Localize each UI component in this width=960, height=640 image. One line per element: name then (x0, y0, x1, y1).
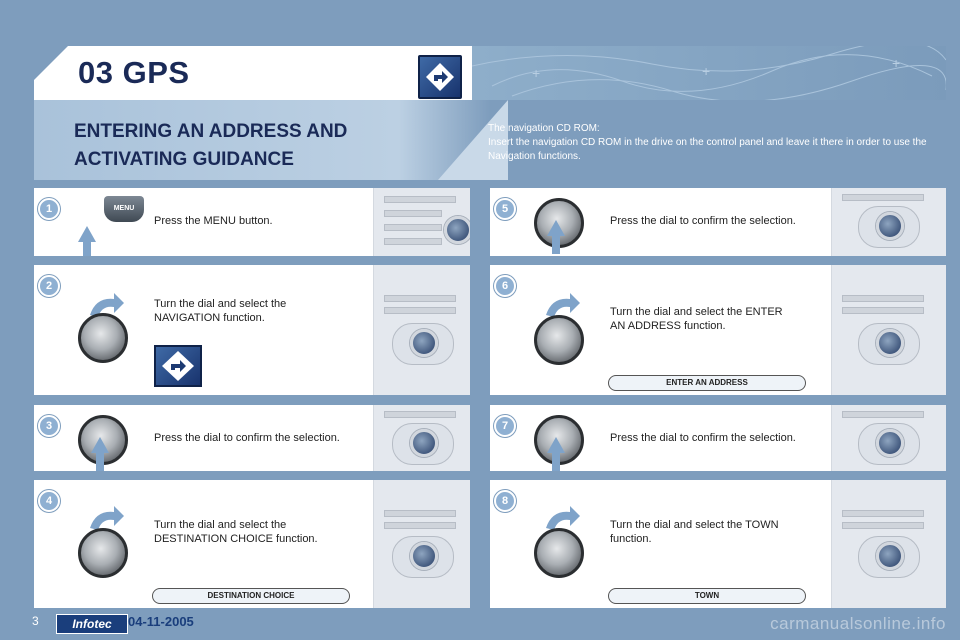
svg-text:+: + (532, 65, 541, 81)
control-panel-icon (373, 188, 470, 256)
step-3 (34, 405, 470, 471)
step-text: Turn the dial and select the NAVIGATION function. (154, 298, 287, 324)
step-text: Turn the dial and select the ENTER AN ADDRESS function. (610, 306, 783, 332)
dial-icon (534, 315, 584, 365)
edition-date: 04-11-2005 (128, 614, 194, 629)
step-text: Turn the dial and select the TOWN function. (610, 519, 779, 545)
page-number: 3 (32, 614, 39, 628)
step-number: 4 (38, 490, 60, 512)
control-panel-icon (373, 480, 470, 608)
map-decoration (472, 46, 946, 100)
chapter-title: 03 GPS (78, 55, 190, 90)
control-panel-icon (831, 265, 946, 395)
step-5 (490, 188, 946, 256)
step-text: Press the dial to confirm the selection. (610, 432, 796, 444)
menu-button-icon: MENU (104, 196, 144, 222)
step-8 (490, 480, 946, 608)
dial-icon (534, 528, 584, 578)
control-panel-icon (831, 480, 946, 608)
step-7 (490, 405, 946, 471)
step-text: Press the dial to confirm the selection. (610, 215, 796, 227)
step-number: 6 (494, 275, 516, 297)
step-number: 5 (494, 198, 516, 220)
section-title: ENTERING AN ADDRESS AND ACTIVATING GUIDANCE (74, 121, 348, 170)
dial-icon (78, 528, 128, 578)
step-number: 2 (38, 275, 60, 297)
step-2 (34, 265, 470, 395)
brand-logo: Infotec (56, 614, 128, 634)
step-number: 7 (494, 415, 516, 437)
control-panel-icon (373, 265, 470, 395)
svg-text:+: + (892, 55, 901, 71)
enter-an-address-badge: ENTER AN ADDRESS (608, 375, 806, 391)
step-text: Press the dial to confirm the selection. (154, 432, 340, 444)
step-1 (34, 188, 470, 256)
step-4 (34, 480, 470, 608)
step-number: 8 (494, 490, 516, 512)
destination-choice-badge: DESTINATION CHOICE (152, 588, 350, 604)
step-text: Press the MENU button. (154, 215, 273, 227)
step-6 (490, 265, 946, 395)
control-panel-icon (373, 405, 470, 471)
step-text: Turn the dial and select the DESTINATION CHOICE function. (154, 519, 318, 545)
intro-heading: The navigation CD ROM: (488, 123, 600, 134)
svg-text:+: + (702, 63, 711, 79)
control-panel-icon (831, 405, 946, 471)
dial-icon (78, 313, 128, 363)
control-panel-icon (831, 188, 946, 256)
intro-body: Insert the navigation CD ROM in the drive on the control panel and leave it there in order to use the Navigation functions. (488, 137, 927, 162)
town-badge: TOWN (608, 588, 806, 604)
intro-text (488, 122, 928, 164)
gps-guidance-icon (154, 345, 202, 387)
step-number: 1 (38, 198, 60, 220)
gps-guidance-icon (418, 55, 462, 99)
watermark: carmanualsonline.info (770, 614, 946, 633)
step-number: 3 (38, 415, 60, 437)
